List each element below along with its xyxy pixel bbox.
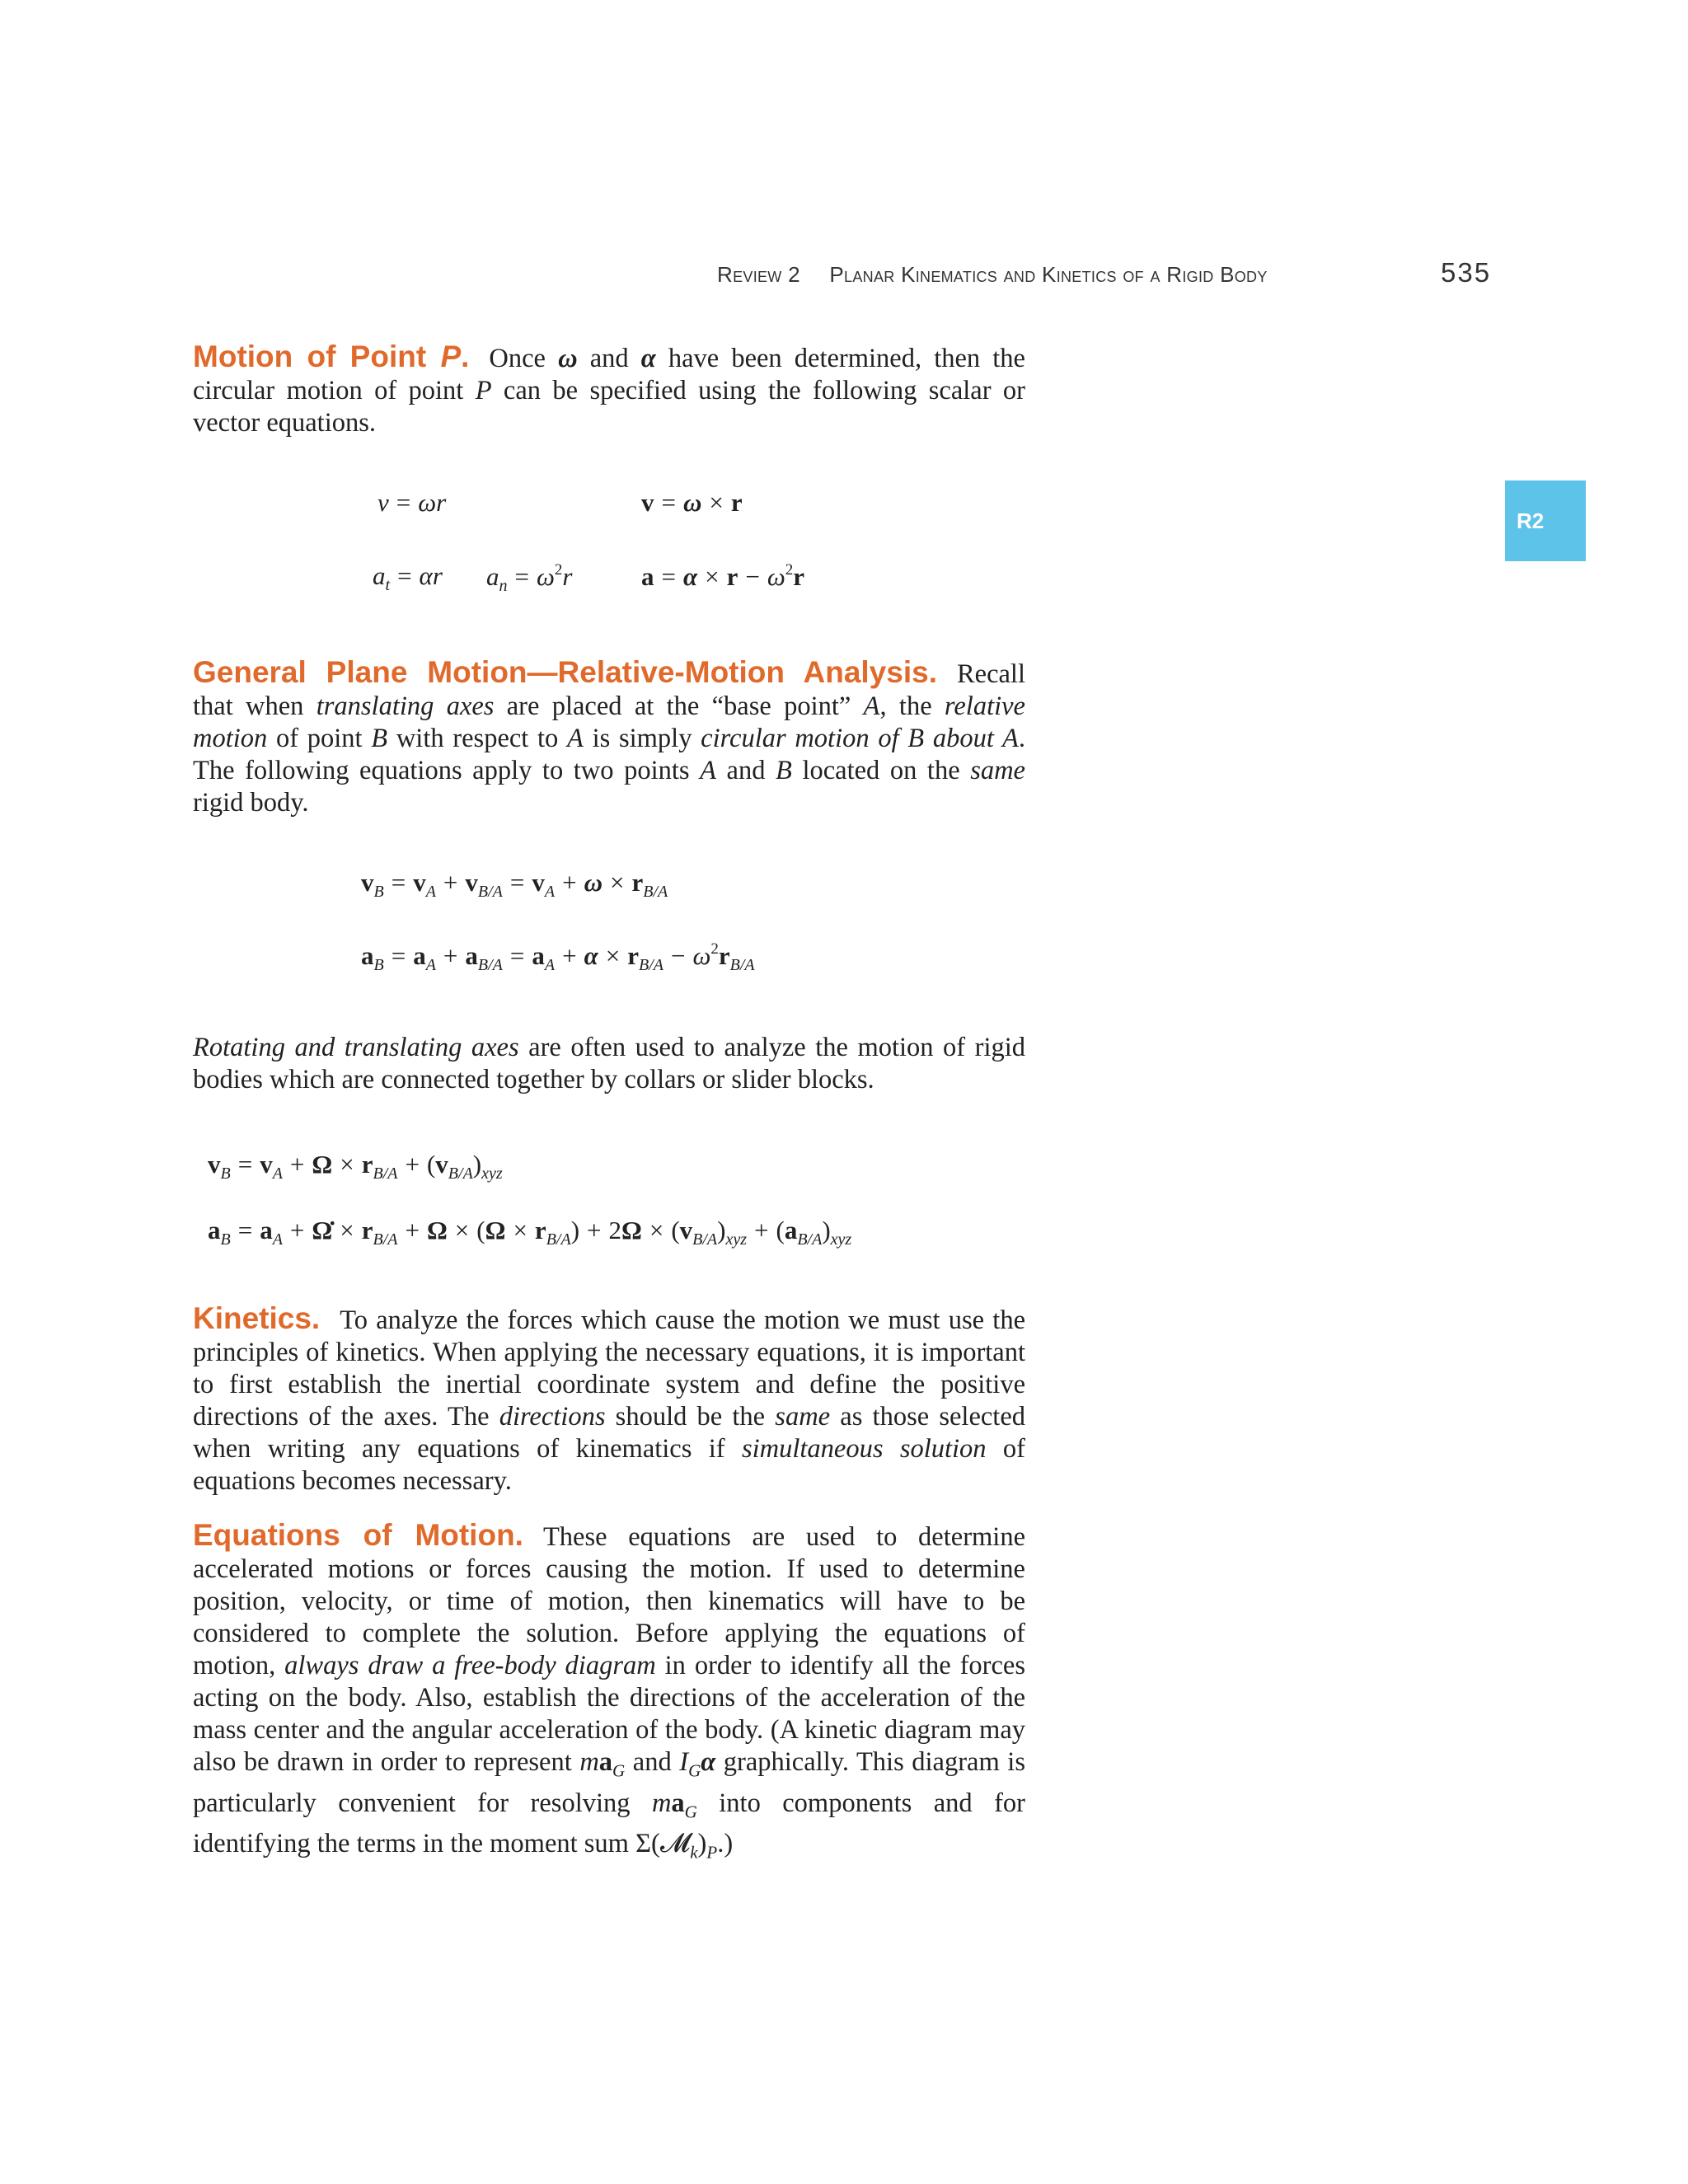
equation-at-scalar: $a_t = \alpha r$ (373, 561, 443, 594)
heading-kinetics: Kinetics. (193, 1301, 321, 1335)
equation-vB-rotating: $v_B = v_A + \Omega \times r_{B/A} + (v_{B/A})_{xyz}$ (208, 1150, 503, 1183)
heading-general-plane-motion: General Plane Motion—Relative-Motion Analysis. (193, 655, 937, 689)
equation-aB-relative: $a_B = a_A + a_{B/A} = a_A + \alpha \times r_{B/A} - \omega^2r_{B/A}$ (361, 940, 755, 974)
equation-vB-relative: $v_B = v_A + v_{B/A} = v_A + \omega \times r_{B/A}$ (361, 868, 668, 901)
page-number: 535 (1441, 257, 1492, 288)
header-title: Planar Kinematics and Kinetics of a Rigid Body (829, 262, 1268, 287)
heading-equations-of-motion: Equations of Motion. (193, 1518, 523, 1552)
running-header (717, 262, 1343, 288)
paragraph-motion-point-p: Motion of Point P. Once ω and α have been determined, then the circular motion of point P can be specified using the following scalar or vector equations. (193, 340, 1025, 438)
paragraph-equations-of-motion: Equations of Motion. These equations are used to determine accelerated motions or forces causing the motion. If used to determine position, velocity, or time of motion, then kinematics will have to be considered to complete the solution. Before applying the equations of motion, always draw a free-body diagram in order to identify all the forces acting on the body. Also, establish the directions of the acceleration of the mass center and the angular acceleration of the body. (A kinetic diagram may also be drawn in order to represent $ma_G$ and $I_G\alpha$ graphically. This diagram is particularly convenient for resolving $ma_G$ into components and for identifying the terms in the moment sum $\Sigma(𝓜_k)_P$.) (193, 1518, 1025, 1863)
heading-motion-point-p: Motion of Point P. (193, 340, 470, 373)
paragraph-rotating-axes: Rotating and translating axes are often used to analyze the motion of rigid bodies which are connected together by collars or slider blocks. (193, 1033, 1026, 1094)
equation-aB-rotating: $a_B = a_A$ + Ω̇ × $r_{B/A} + \Omega \times (\Omega \times r_{B/A}) + 2\Omega \times (v_{B/A})_{xyz} + (a_{B/A})_{xyz}$ (208, 1216, 852, 1249)
equation-a-vector: $a = \alpha \times r - \omega^2r$ (641, 561, 805, 591)
equation-an-scalar: $a_n = \omega^2r$ (486, 561, 573, 595)
paragraph-kinetics: Kinetics. To analyze the forces which cause the motion we must use the principles of kinetics. When applying the necessary equations, it is important to first establish the inertial coordinate system and define the positive directions of the axes. The directions should be the same as those selected when writing any equations of kinematics if simultaneous solution of equations becomes necessary. (193, 1301, 1025, 1496)
paragraph-general-plane-motion: General Plane Motion—Relative-Motion Analysis. Recall that when translating axes are placed at the “base point” A, the relative motion of point B with respect to A is simply circular motion of B about A. The following equations apply to two points A and B located on the same rigid body. (193, 655, 1025, 818)
equation-v-scalar: v = ωr (377, 488, 447, 517)
chapter-tab: R2 (1505, 480, 1586, 561)
header-chapter: Review 2 (717, 262, 800, 287)
equation-v-vector: v = ω × r (641, 488, 743, 517)
